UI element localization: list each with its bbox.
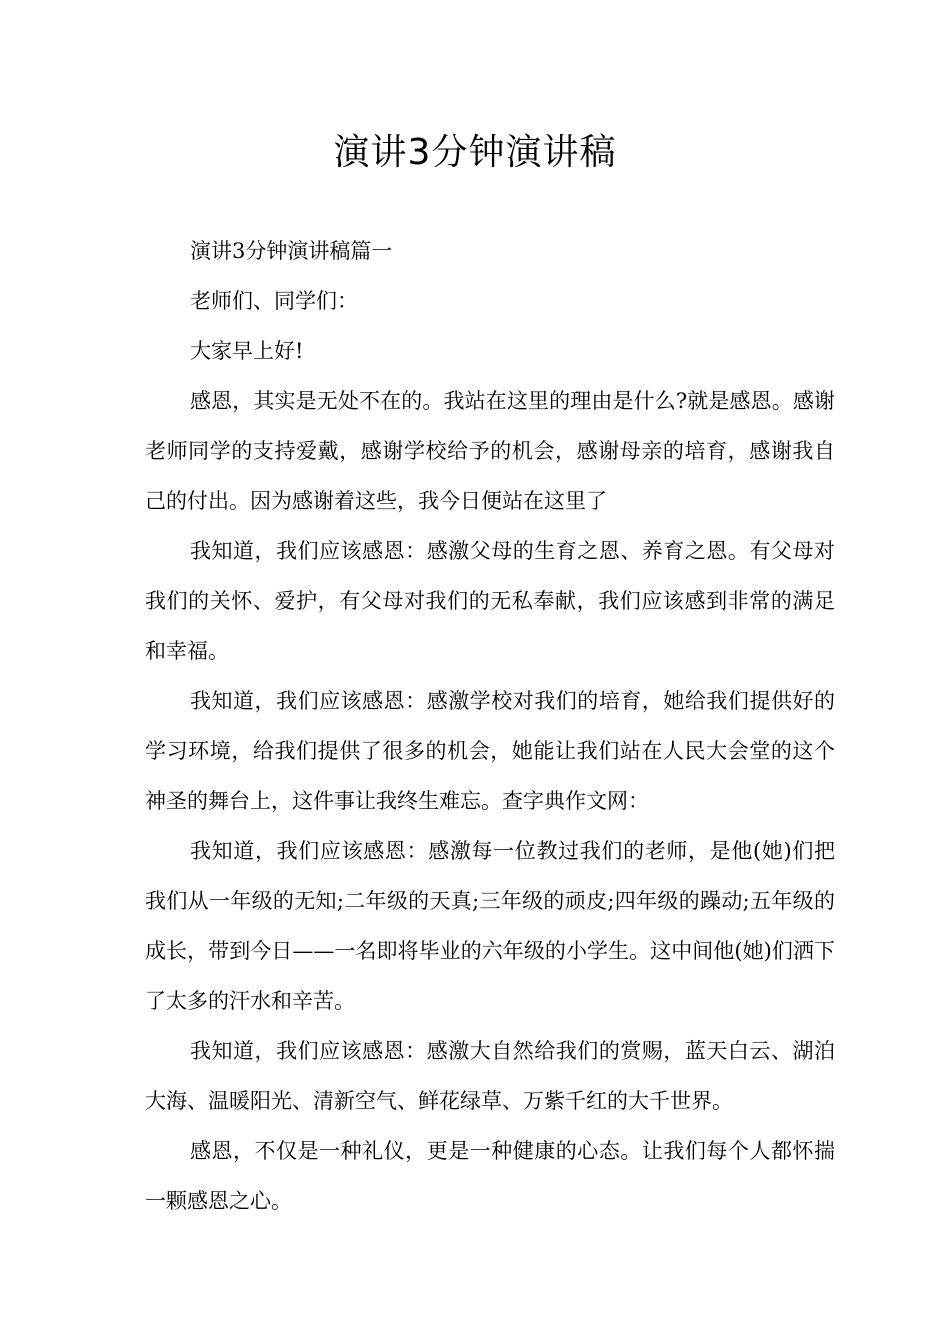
paragraph: 我知道，我们应该感恩：感激每一位教过我们的老师，是他(她)们把我们从一年级的无知;二年级的天真;三年级的顽皮;四年级的躁动;五年级的成长，带到今日——一名即将毕业的六年级的小学生。这中间他(她)们洒下了太多的汗水和辛苦。	[145, 839, 835, 1013]
paragraph: 我知道，我们应该感恩：感激大自然给我们的赏赐，蓝天白云、湖泊大海、温暖阳光、清新空气、鲜花绿草、万紫千红的大千世界。	[145, 1039, 835, 1113]
section-heading: 演讲3分钟演讲稿篇一	[190, 239, 393, 263]
paragraph: 感恩，其实是无处不在的。我站在这里的理由是什么?就是感恩。感谢老师同学的支持爱戴，感谢学校给予的机会，感谢母亲的培育，感谢我自己的付出。因为感谢着这些，我今日便站在这里了	[145, 389, 835, 513]
document-body	[145, 226, 835, 1226]
paragraph: 感恩，不仅是一种礼仪，更是一种健康的心态。让我们每个人都怀揣一颗感恩之心。	[145, 1139, 835, 1213]
paragraph: 我知道，我们应该感恩：感激父母的生育之恩、养育之恩。有父母对我们的关怀、爱护，有父母对我们的无私奉献，我们应该感到非常的满足和幸福。	[145, 539, 835, 663]
paragraph: 我知道，我们应该感恩：感激学校对我们的培育，她给我们提供好的学习环境，给我们提供了很多的机会，她能让我们站在人民大会堂的这个神圣的舞台上，这件事让我终生难忘。查字典作文网：	[145, 689, 835, 813]
document-title: 演讲3分钟演讲稿	[333, 132, 617, 173]
greeting: 大家早上好!	[190, 339, 304, 363]
salutation: 老师们、同学们：	[190, 289, 358, 313]
